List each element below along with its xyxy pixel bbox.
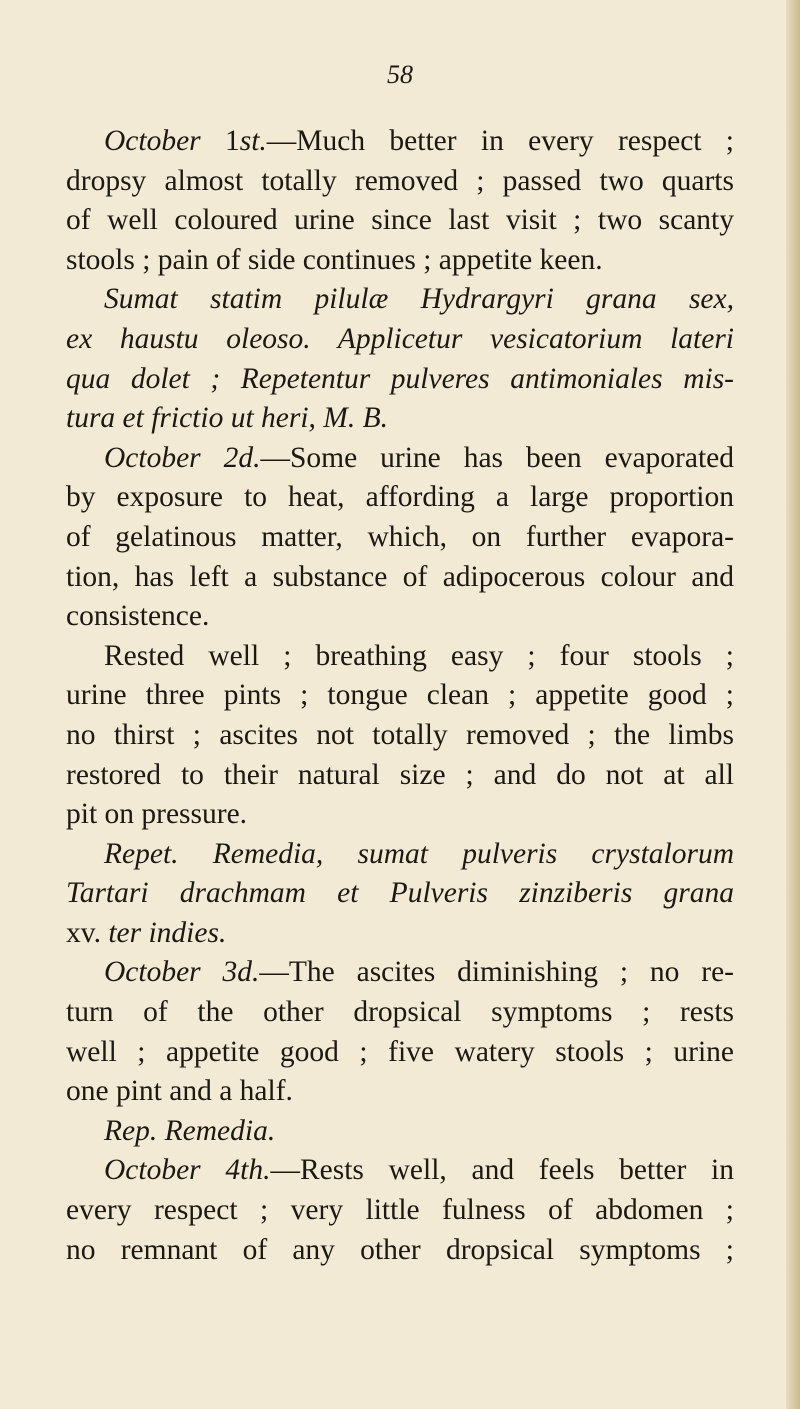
body-text: [66, 122, 734, 1270]
text-line: [66, 201, 734, 241]
text-segment: —Much better in every respect ;: [266, 125, 734, 157]
italic-text: ex haustu oleoso. Applicetur vesicatorium lateri: [66, 322, 734, 355]
italic-text: Repet. Remedia, sumat pulveris crystalorum: [104, 837, 734, 870]
text-line: [66, 953, 734, 993]
text-segment: tion, has left a substance of adipocerous colour and: [66, 560, 734, 593]
text-line: [66, 1231, 734, 1271]
italic-text: 2: [223, 441, 239, 474]
text-line: [66, 558, 734, 598]
text-segment: by exposure to heat, affording a large proportion: [66, 481, 734, 514]
text-segment: dropsy almost totally removed ; passed two quarts: [66, 164, 734, 197]
text-line: [66, 162, 734, 202]
text-line: [66, 320, 734, 360]
text-line: [66, 597, 734, 637]
italic-text: 4: [225, 1154, 241, 1187]
text-segment: turn of the other dropsical symptoms ; rests: [66, 996, 734, 1029]
text-line: [66, 478, 734, 518]
text-segment: xv.: [66, 916, 109, 949]
text-line: [66, 1112, 734, 1152]
text-line: [66, 914, 734, 954]
italic-text: th.: [240, 1154, 271, 1187]
text-segment: well ; appetite good ; five watery stools ; urine: [66, 1035, 734, 1068]
italic-text: October: [104, 125, 225, 157]
text-line: [66, 1191, 734, 1231]
text-line: [66, 399, 734, 439]
text-segment: no thirst ; ascites not totally removed ; the limbs: [66, 718, 734, 751]
text-line: [66, 756, 734, 796]
italic-text: October: [104, 441, 224, 474]
text-segment: —Some urine has been evaporated: [260, 441, 734, 474]
text-line: [66, 1033, 734, 1073]
text-segment: one pint and a half.: [66, 1075, 293, 1108]
italic-text: ter indies.: [108, 916, 227, 949]
text-line: [66, 280, 734, 320]
italic-text: d.: [238, 441, 261, 474]
text-segment: no remnant of any other dropsical symptoms ;: [66, 1233, 734, 1266]
text-line: [66, 241, 734, 281]
italic-text: 3: [222, 956, 238, 989]
text-line: [66, 835, 734, 875]
text-line: [66, 360, 734, 400]
italic-text: Rep. Remedia.: [104, 1114, 276, 1147]
text-line: [66, 637, 734, 677]
italic-text: Sumat statim pilulæ Hydrargyri grana sex,: [104, 283, 734, 316]
italic-text: October: [104, 956, 223, 989]
italic-text: Tartari drachmam et Pulveris zinziberis grana: [66, 877, 734, 910]
text-line: [66, 1151, 734, 1191]
italic-text: d.: [237, 956, 260, 989]
text-line: [66, 993, 734, 1033]
text-line: [66, 716, 734, 756]
italic-text: st.: [239, 125, 267, 157]
text-segment: of gelatinous matter, which, on further evapora-: [66, 520, 734, 553]
text-line: [66, 676, 734, 716]
text-segment: of well coloured urine since last visit ; two scanty: [66, 204, 734, 237]
text-line: [66, 795, 734, 835]
text-line: [66, 518, 734, 558]
text-segment: urine three pints ; tongue clean ; appetite good ;: [66, 679, 734, 712]
text-line: [66, 1072, 734, 1112]
text-line: [66, 122, 734, 162]
italic-text: tura et frictio ut heri, M. B.: [66, 402, 389, 435]
text-segment: every respect ; very little fulness of abdomen ;: [66, 1194, 734, 1227]
text-segment: pit on pressure.: [66, 798, 248, 831]
text-segment: stools ; pain of side continues ; appetite keen.: [66, 243, 603, 276]
page-edge: [786, 0, 800, 1409]
text-line: [66, 874, 734, 914]
italic-text: qua dolet ; Repetentur pulveres antimoniales mis-: [66, 362, 734, 395]
text-segment: —Rests well, and feels better in: [270, 1154, 734, 1187]
text-segment: consistence.: [66, 600, 210, 633]
page-number: 58: [387, 60, 413, 89]
text-segment: —The ascites diminishing ; no re-: [259, 956, 734, 989]
text-line: [66, 439, 734, 479]
text-segment: Rested well ; breathing easy ; four stools ;: [104, 639, 734, 672]
italic-text: October: [104, 1154, 226, 1187]
text-segment: 1: [224, 125, 240, 157]
text-segment: restored to their natural size ; and do not at all: [66, 758, 734, 791]
